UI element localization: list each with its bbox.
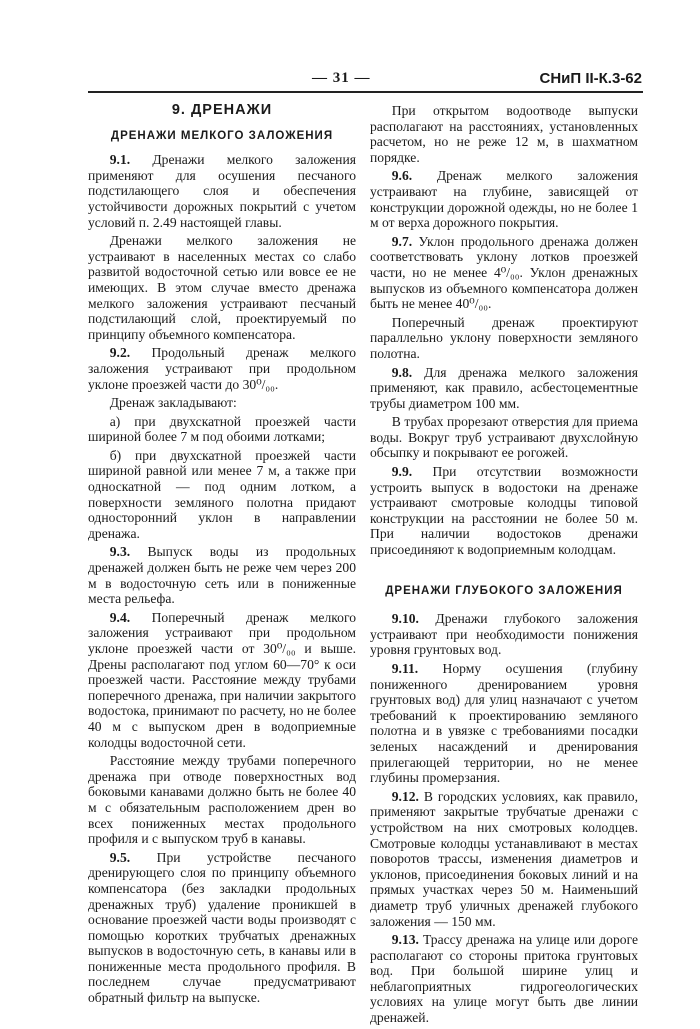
header-rule <box>88 91 643 93</box>
clause-number: 9.7. <box>391 233 413 249</box>
clause-text: Дренаж мелкого заложения устраивают на глубине, зависящей от конструкции дорожной одежды, но не более 1 м от верха дорожного покрытия. <box>370 168 639 231</box>
paragraph: Дренаж закладывают: <box>109 395 237 411</box>
list-item-a: а) при двухскатной проезжей части шириной более 7 м под обоими лотками; <box>88 413 356 445</box>
clause-number: 9.1. <box>109 152 131 168</box>
clause-text: Дренажи глубокого заложения устраивают при необходимости понижения уровня грунтовых вод. <box>370 611 639 658</box>
clause-text: Дренажи мелкого заложения применяют для осушения песчаного подстилающего слоя и обеспечения устойчивости дорожных покрытий с учетом условий п. 2.49 настоящей главы. <box>88 152 356 230</box>
clause-text: Для дренажа мелкого заложения применяют, как правило, асбестоцементные трубы диаметром 100 мм. <box>370 364 638 411</box>
subsection-title-shallow: ДРЕНАЖИ МЕЛКОГО ЗАЛОЖЕНИЯ <box>110 129 334 142</box>
clause-number: 9.2. <box>109 345 131 361</box>
right-column <box>370 103 638 1029</box>
clause-text: В городских условиях, как правило, применяют закрытые трубчатые дренажи с устройством на них смотровых колодцев. Смотровые колодцы устанавливают в местах поворотов трассы, изменения диаметров и уклонов, присоединения боковых линий и на прямых участках через 50 м. Наименьший диаметр труб уличных дренажей глубокого заложения — 150 мм. <box>370 788 638 929</box>
clause-number: 9.6. <box>391 168 413 184</box>
paragraph: В трубах прорезают отверстия для приема воды. Вокруг труб устраивают двухслойную обсыпку и покрывают ее рогожей. <box>370 414 638 461</box>
paragraph-9-6 <box>370 168 638 230</box>
section-title: 9. ДРЕНАЖИ <box>171 102 273 118</box>
clause-text: При отсутствии возможности устроить выпуск в водостоки на дренаже устраивают смотровые колодцы типовой конструкции на расстоянии не более 50 м. При наличии водостоков дренажи присоединяют к водоприемным колодцам. <box>370 464 638 558</box>
clause-text: Продольный дренаж мелкого заложения устраивают при продольном уклоне проезжей части до 30⁰/₀₀. <box>88 345 356 392</box>
paragraph-9-4 <box>88 610 356 750</box>
clause-text: Выпуск воды из продольных дренажей должен быть не реже чем через 200 м в водосточную сеть или в пониженные места рельефа. <box>88 544 356 607</box>
clause-text: При устройстве песчаного дренирующего слоя по принципу объемного компенсатора (без закладки продольных дренажных труб) удаление проникшей в основание проезжей части воды производят с помощью коротких трубчатых дренажных выпусков в водосточную сеть, в канавы или в пониженные места продольного профиля. В последнем случае предусматривают обратный фильтр на выпуске. <box>88 849 356 1006</box>
clause-number: 9.5. <box>109 849 131 865</box>
paragraph-9-13 <box>370 932 638 1026</box>
clause-number: 9.12. <box>391 788 419 804</box>
clause-text: Поперечный дренаж мелкого заложения устраивают при продольном уклоне проезжей части от 30⁰/₀₀ и выше. Дрены располагают под углом 60—70° к оси проезжей части. Расстояние между трубами поперечного дренажа, при наличии закрытого водостока, принимают по расчету, но не более 40 м с выпуском дрен в водоприемные колодцы водосточной сети. <box>88 609 356 750</box>
paragraph-9-10 <box>370 611 638 658</box>
list-item-b: б) при двухскатной проезжей части шириной равной или менее 7 м, а также при односкатной — под одним лотком, а поверхности земляного полотна придают односторонний уклон в направлении дренажа. <box>88 447 356 541</box>
document-code: СНиП II-К.3-62 <box>539 70 642 87</box>
clause-text: Уклон продольного дренажа должен соответствовать уклону лотков проезжей части, но не менее 4⁰/₀₀. Уклон дренажных выпусков из объемного компенсатора должен быть не менее 40⁰/₀₀. <box>370 233 638 312</box>
paragraph-9-12 <box>370 789 638 929</box>
paragraph-9-1 <box>88 152 356 230</box>
clause-number: 9.4. <box>109 609 131 625</box>
paragraph-9-2 <box>88 345 356 392</box>
clause-number: 9.9. <box>391 464 413 480</box>
clause-number: 9.10. <box>391 611 419 627</box>
left-column <box>88 103 356 1009</box>
paragraph-9-11 <box>370 661 638 786</box>
paragraph: При открытом водоотводе выпуски располагают на расстояниях, установленных расчетом, но не реже 12 м, в шахматном порядке. <box>370 103 638 165</box>
clause-text: Норму осушения (глубину пониженного дренированием уровня грунтовых вод) для улиц назначают с учетом требований к проектированию земляного полотна и в увязке с требованиями посадки зеленых насаждений и дренирования прилегающей территории, но не менее глубины промерзания. <box>370 661 638 786</box>
clause-text: Трассу дренажа на улице или дороге располагают со стороны притока грунтовых вод. При большой ширине улиц и неблагоприятных гидрогеологических условиях на улице могут быть две линии дренажей. <box>370 932 638 1026</box>
page-number: — 31 — <box>312 70 371 86</box>
paragraph: Дренажи мелкого заложения не устраивают в населенных местах со слабо развитой водосточной сетью или вовсе ее не имеющих. В этом случае вместо дренажа мелкого заложения устраивают песчаный подстилающий слой, проектируемый по принципу объемного компенсатора. <box>88 233 356 342</box>
paragraph-9-9 <box>370 464 638 558</box>
clause-number: 9.8. <box>391 364 413 380</box>
clause-number: 9.3. <box>109 544 131 560</box>
paragraph-9-8 <box>370 365 638 412</box>
paragraph-9-5 <box>88 850 356 1006</box>
paragraph: Расстояние между трубами поперечного дренажа при отводе поверхностных вод боковыми канавами должно быть не более 40 м с обязательным расположением дрен во всех пониженных местах продольного профиля и с выпуском труб в канавы. <box>88 753 356 847</box>
paragraph: Поперечный дренаж проектируют параллельно уклону поверхности земляного полотна. <box>370 314 638 361</box>
clause-number: 9.11. <box>391 661 419 676</box>
clause-number: 9.13. <box>391 932 419 948</box>
paragraph-9-3 <box>88 544 356 606</box>
paragraph-9-7 <box>370 234 638 312</box>
subsection-title-deep: ДРЕНАЖИ ГЛУБОКОГО ЗАЛОЖЕНИЯ <box>385 584 623 597</box>
